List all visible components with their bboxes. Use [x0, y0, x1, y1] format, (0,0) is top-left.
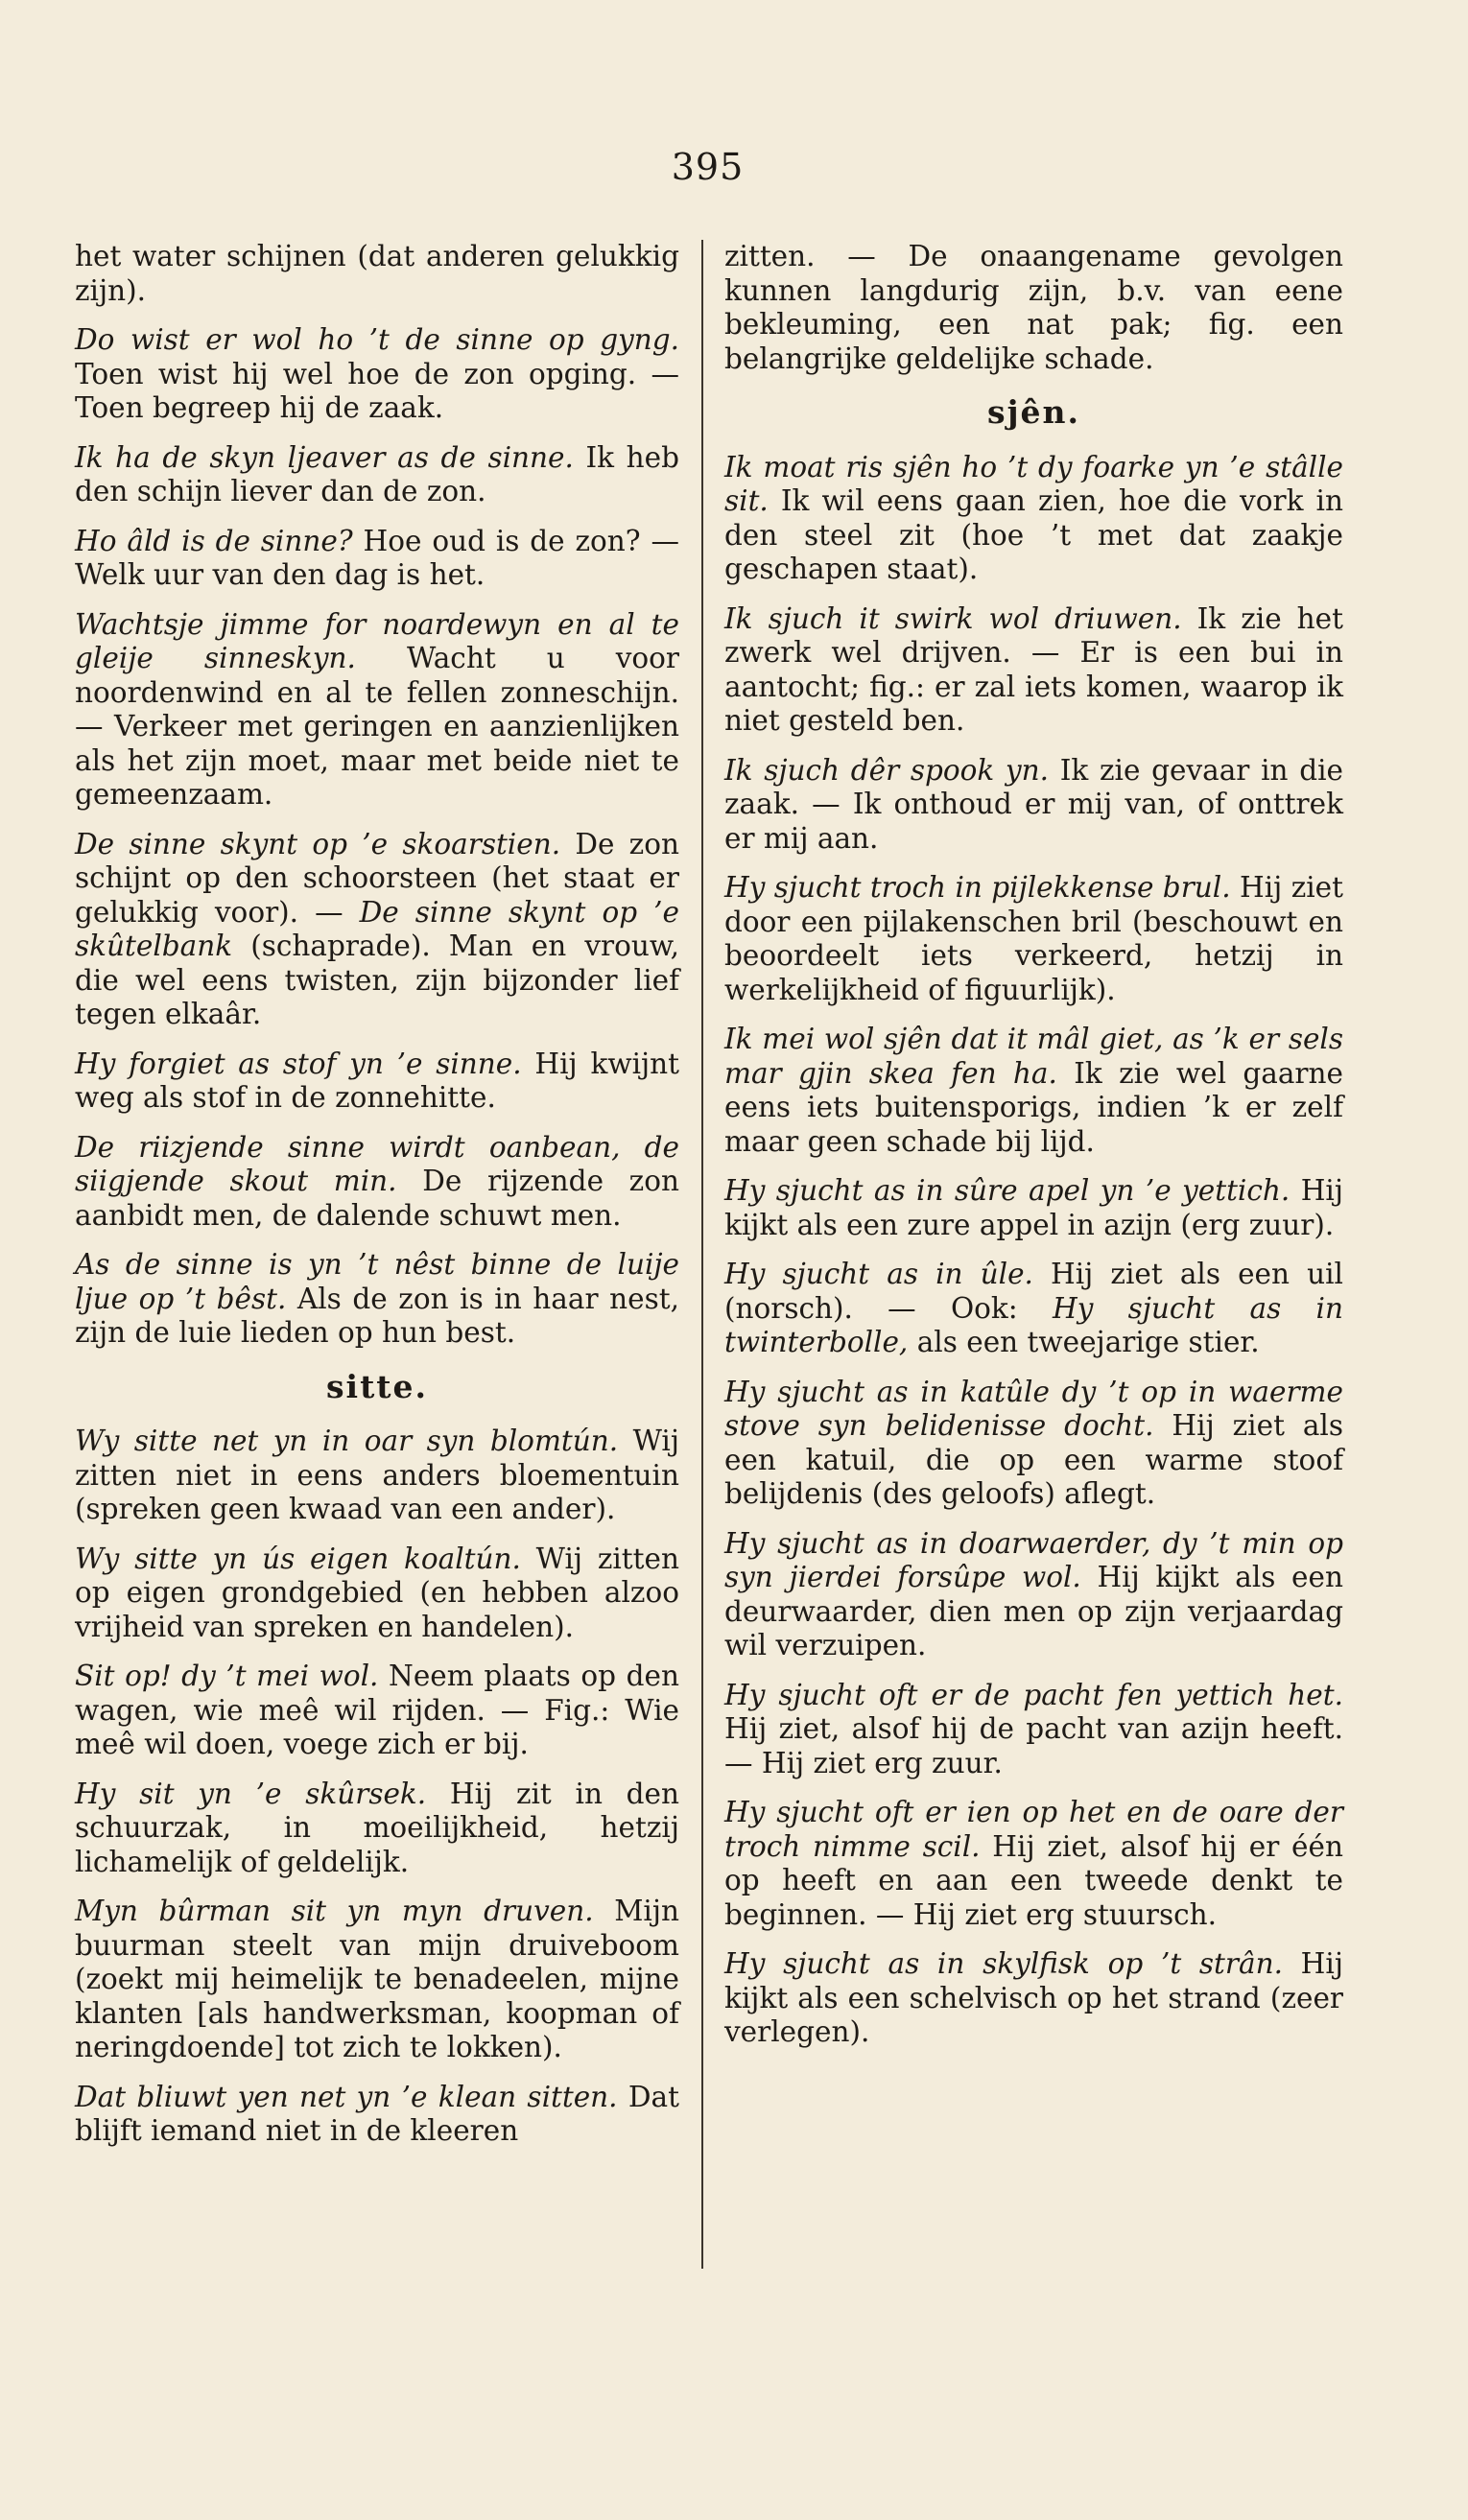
dutch-translation: Hij kijkt als een deurwaarder, dien men op zijn verjaardag wil verzuipen. [724, 1561, 1343, 1661]
dutch-translation: Ik zie gevaar in die zaak. — Ik onthoud er mij van, of onttrek er mij aan. [724, 753, 1344, 855]
dutch-translation: Wacht u voor noordenwind en al te fellen zonneschijn. — Verkeer met geringen en aanzienlijken als het zijn moet, maar met beide niet te gemeenzaam. [75, 642, 679, 811]
dictionary-entry [75, 1543, 679, 1645]
dutch-translation: Hij zit in den schuurzak, in moeilijkheid, hetzij lichamelijk of geldelijk. [75, 1777, 680, 1878]
dictionary-entry [724, 1376, 1343, 1512]
dutch-translation: Dat blijft iemand niet in de kleeren [75, 2080, 679, 2147]
dictionary-entry [75, 1425, 679, 1527]
dutch-translation: Hij ziet door een pijlakenschen bril (beschouwt en beoordeelt iets verkeerd, hetzij in werkelijkheid of figuurlijk). [724, 871, 1343, 1006]
dictionary-entry [75, 1248, 679, 1351]
dictionary-entry [75, 2081, 679, 2149]
dictionary-entry [75, 828, 679, 1032]
frisian-phrase: Ik moat ris sjên ho ’t dy foarke yn ’e stâlle sit. [724, 450, 1343, 517]
dutch-translation: Hij ziet als een uil (norsch). — Ook: [724, 1258, 1343, 1325]
dictionary-entry [75, 1048, 679, 1116]
frisian-phrase: Wy sitte yn ús eigen koaltún. [75, 1542, 521, 1575]
frisian-phrase: Do wist er wol ho ’t de sinne op gyng. [75, 323, 679, 356]
dutch-translation: Ik wil eens gaan zien, hoe die vork in den steel zit (hoe ’t met dat zaakje geschapen staat). [724, 484, 1343, 585]
dutch-translation: De zon schijnt op den schoorsteen (het staat er gelukkig voor). — [75, 827, 679, 929]
dutch-translation: Hij ziet, alsof hij er één op heeft en aan een tweede denkt te beginnen. — Hij ziet erg stuursch. [724, 1829, 1343, 1931]
dictionary-entry [724, 451, 1343, 587]
dutch-translation: Wij zitten niet in eens anders bloementuin (spreken geen kwaad van een ander). [75, 1425, 679, 1525]
frisian-phrase: Ik sjuch it swirk wol driuwen. [724, 601, 1182, 635]
frisian-phrase: De sinne skynt op ’e skûtelbank [75, 895, 679, 962]
dictionary-entry [75, 323, 679, 426]
frisian-phrase: Ik mei wol sjên dat it mâl giet, as ’k er sels mar gjin skea fen ha. [724, 1023, 1343, 1090]
frisian-phrase: De sinne skynt op ’e skoarstien. [75, 827, 561, 860]
section-heading: sitte. [325, 1367, 429, 1405]
dictionary-entry [75, 525, 679, 593]
dictionary-entry [724, 1947, 1343, 2050]
right-column [724, 240, 1343, 2065]
dutch-translation: Mijn buurman steelt van mijn druiveboom (zoekt mij heimelijk te benadeelen, mijne klanten [als handwerksman, koopman of neringdoende] tot zich te lokken). [75, 1895, 679, 2063]
dutch-translation: Hij ziet, alsof hij de pacht van azijn heeft. — Hij ziet erg zuur. [724, 1712, 1343, 1779]
dutch-translation: Ik zie wel gaarne eens iets buitensporigs, indien ’k er zelf maar geen schade bij lijd. [724, 1056, 1343, 1158]
dictionary-entry [75, 441, 679, 509]
dictionary-entry [724, 1527, 1343, 1663]
frisian-phrase: As de sinne is yn ’t nêst binne de luije ljue op ’t bêst. [75, 1248, 679, 1315]
dictionary-entry [724, 1258, 1343, 1360]
dutch-translation: Hij kijkt als een zure appel in azijn (erg zuur). [724, 1174, 1343, 1241]
dutch-translation: Hij ziet als een katuil, die op een warme stoof belijdenis (des geloofs) aflegt. [724, 1409, 1343, 1510]
frisian-phrase: Hy sjucht as in doarwaerder, dy ’t min op syn jierdei forsûpe wol. [724, 1526, 1343, 1593]
frisian-phrase: De riizjende sinne wirdt oanbean, de siigjende skout min. [75, 1130, 679, 1197]
dutch-translation: Hij kwijnt weg als stof in de zonnehitte. [75, 1047, 680, 1114]
dutch-translation: De rijzende zon aanbidt men, de dalende schuwt men. [75, 1165, 679, 1232]
dictionary-entry [75, 608, 679, 813]
dictionary-entry [75, 1895, 679, 2065]
dutch-translation: Ik heb den schijn liever dan de zon. [75, 440, 679, 507]
frisian-phrase: Hy sjucht oft er de pacht fen yettich het. [724, 1678, 1343, 1711]
dictionary-entry [75, 1778, 679, 1880]
frisian-phrase: Wachtsje jimme for noardewyn en al te gleije sinneskyn. [75, 607, 679, 674]
page-number: 395 [671, 146, 745, 188]
dutch-translation: Als de zon is in haar nest, zijn de luie lieden op hun best. [75, 1282, 679, 1349]
dictionary-entry [724, 602, 1343, 739]
dictionary-entry [75, 1660, 679, 1762]
dutch-translation: Toen wist hij wel hoe de zon opging. — Toen begreep hij de zaak. [75, 357, 679, 424]
left-column [75, 240, 679, 2164]
dictionary-entry [724, 1023, 1343, 1159]
dutch-translation: het water schijnen (dat anderen gelukkig zijn). [75, 240, 679, 307]
frisian-phrase: Hy sjucht as in sûre apel yn ’e yettich. [724, 1174, 1290, 1207]
frisian-phrase: Hy sjucht troch in pijlekkense brul. [724, 871, 1231, 904]
dutch-translation: (schaprade). Man en vrouw, die wel eens twisten, zijn bijzonder lief tegen elkaâr. [75, 930, 679, 1030]
frisian-phrase: Hy forgiet as stof yn ’e sinne. [75, 1047, 522, 1080]
frisian-phrase: Hy sjucht as in twinterbolle, [724, 1291, 1343, 1358]
frisian-phrase: Wy sitte net yn in oar syn blomtún. [75, 1425, 619, 1457]
dutch-translation: Hoe oud is de zon? — Welk uur van den dag is het. [75, 524, 679, 591]
dictionary-entry [724, 871, 1343, 1007]
dictionary-entry [724, 1174, 1343, 1242]
frisian-phrase: Hy sjucht oft er ien op het en de oare der troch nimme scil. [724, 1796, 1343, 1863]
frisian-phrase: Ho âld is de sinne? [75, 524, 353, 557]
frisian-phrase: Dat bliuwt yen net yn ’e klean sitten. [75, 2080, 618, 2113]
dictionary-entry [724, 1679, 1343, 1781]
column-divider [701, 240, 703, 2269]
dictionary-entry [724, 754, 1343, 857]
section-heading: sjên. [987, 393, 1080, 431]
dutch-translation: Wij zitten op eigen grondgebied (en hebben alzoo vrijheid van spreken en handelen). [75, 1542, 679, 1643]
frisian-phrase: Ik sjuch dêr spook yn. [724, 753, 1050, 787]
dictionary-entry [75, 240, 679, 308]
frisian-phrase: Hy sit yn ’e skûrsek. [75, 1777, 427, 1810]
frisian-phrase: Hy sjucht as in ûle. [724, 1258, 1033, 1290]
dictionary-entry [724, 1796, 1343, 1932]
frisian-phrase: Ik ha de skyn ljeaver as de sinne. [75, 440, 574, 474]
frisian-phrase: Hy sjucht as in skylfisk op ’t strân. [724, 1947, 1283, 1980]
dutch-translation: Ik zie het zwerk wel drijven. — Er is een bui in aantocht; fig.: er zal iets komen, waarop ik niet gesteld ben. [724, 601, 1343, 737]
frisian-phrase: Myn bûrman sit yn myn druven. [75, 1895, 594, 1927]
frisian-phrase: Hy sjucht as in katûle dy ’t op in waerme stove syn belidenisse docht. [724, 1375, 1343, 1442]
dutch-translation: Neem plaats op den wagen, wie meê wil rijden. — Fig.: Wie meê wil doen, voege zich er bij. [75, 1660, 679, 1760]
dutch-translation: zitten. — De onaangename gevolgen kunnen langdurig zijn, b.v. van eene bekleuming, een nat pak; fig. een belangrijke geldelijke schade. [724, 240, 1343, 375]
frisian-phrase: Sit op! dy ’t mei wol. [75, 1660, 379, 1692]
dutch-translation: Hij kijkt als een schelvisch op het strand (zeer verlegen). [724, 1947, 1343, 2048]
dutch-translation: als een tweejarige stier. [916, 1326, 1260, 1358]
dictionary-entry [724, 240, 1343, 376]
dictionary-entry [75, 1131, 679, 1234]
